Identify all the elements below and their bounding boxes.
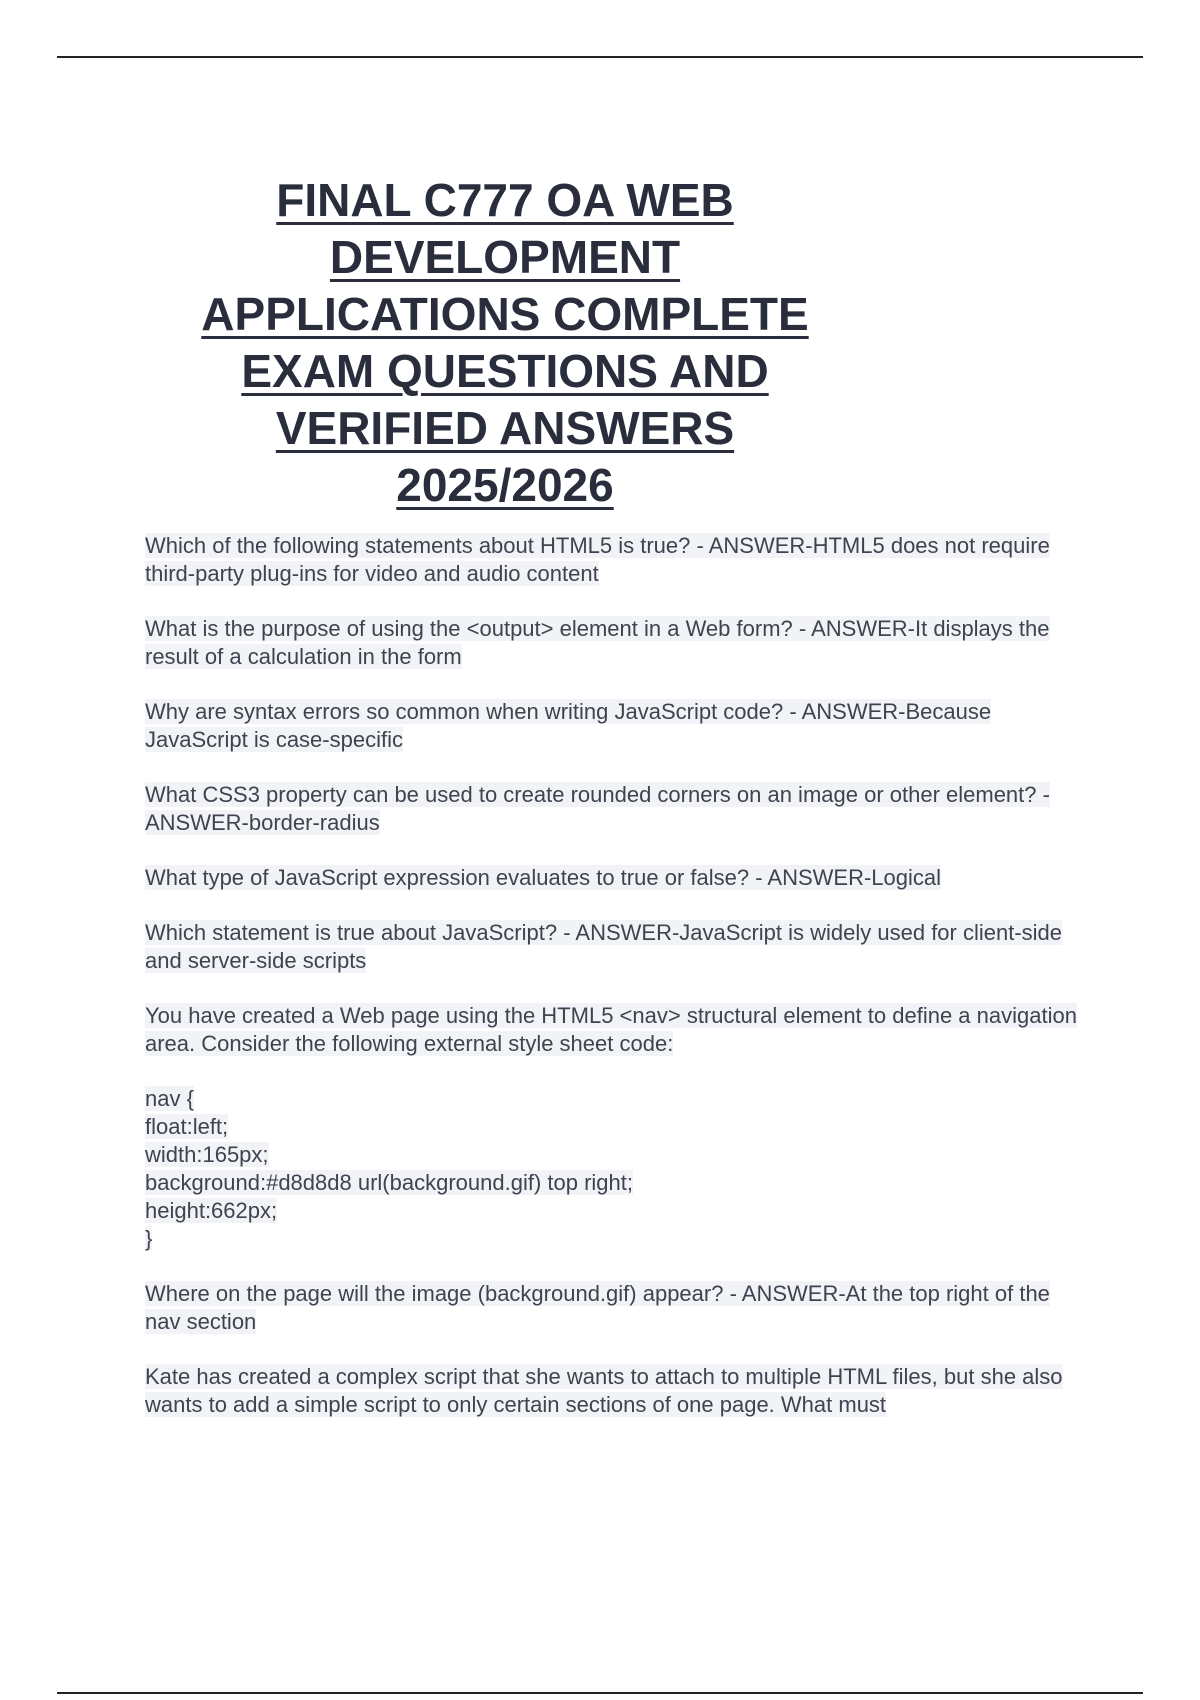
title-line-3: APPLICATIONS COMPLETE <box>201 288 809 340</box>
title-line-5: VERIFIED ANSWERS <box>275 402 735 454</box>
code-line: width:165px; <box>145 1142 269 1167</box>
title-line-2: DEVELOPMENT <box>329 231 681 283</box>
qa-text: Kate has created a complex script that she wants to attach to multiple HTML files, but she also wants to add a simple script to only certain sections of one page. What must <box>145 1364 1063 1417</box>
qa-text: What is the purpose of using the <output> element in a Web form? - ANSWER-It displays the result of a calculation in the form <box>145 616 1050 669</box>
title-line-6: 2025/2026 <box>396 459 614 511</box>
qa-item <box>145 919 1085 975</box>
code-line: } <box>145 1226 153 1251</box>
qa-item <box>145 1280 1085 1336</box>
code-line: height:662px; <box>145 1198 278 1223</box>
qa-item <box>145 532 1085 588</box>
qa-text: What type of JavaScript expression evaluates to true or false? - ANSWER-Logical <box>145 865 942 890</box>
document-title <box>130 172 880 514</box>
qa-item <box>145 698 1085 754</box>
document-body <box>145 532 1085 1446</box>
qa-item <box>145 781 1085 837</box>
qa-item <box>145 1363 1085 1419</box>
qa-text: Why are syntax errors so common when writing JavaScript code? - ANSWER-Because JavaScript is case-specific <box>145 699 992 752</box>
bottom-rule <box>57 1692 1143 1694</box>
code-line: background:#d8d8d8 url(background.gif) top right; <box>145 1170 633 1195</box>
qa-text: Where on the page will the image (background.gif) appear? - ANSWER-At the top right of the nav section <box>145 1281 1050 1334</box>
qa-text: What CSS3 property can be used to create rounded corners on an image or other element? - ANSWER-border-radius <box>145 782 1050 835</box>
title-line-4: EXAM QUESTIONS AND <box>241 345 769 397</box>
code-line: float:left; <box>145 1114 229 1139</box>
qa-item <box>145 864 1085 892</box>
code-block <box>145 1085 1085 1253</box>
top-rule <box>57 56 1143 58</box>
qa-item <box>145 615 1085 671</box>
code-line: nav { <box>145 1086 194 1111</box>
qa-item <box>145 1002 1085 1058</box>
qa-text: Which statement is true about JavaScript? - ANSWER-JavaScript is widely used for client-side and server-side scripts <box>145 920 1063 973</box>
title-line-1: FINAL C777 OA WEB <box>276 174 734 226</box>
qa-text: You have created a Web page using the HTML5 <nav> structural element to define a navigation area. Consider the following external style sheet code: <box>145 1003 1077 1056</box>
qa-text: Which of the following statements about HTML5 is true? - ANSWER-HTML5 does not require third-party plug-ins for video and audio content <box>145 533 1050 586</box>
